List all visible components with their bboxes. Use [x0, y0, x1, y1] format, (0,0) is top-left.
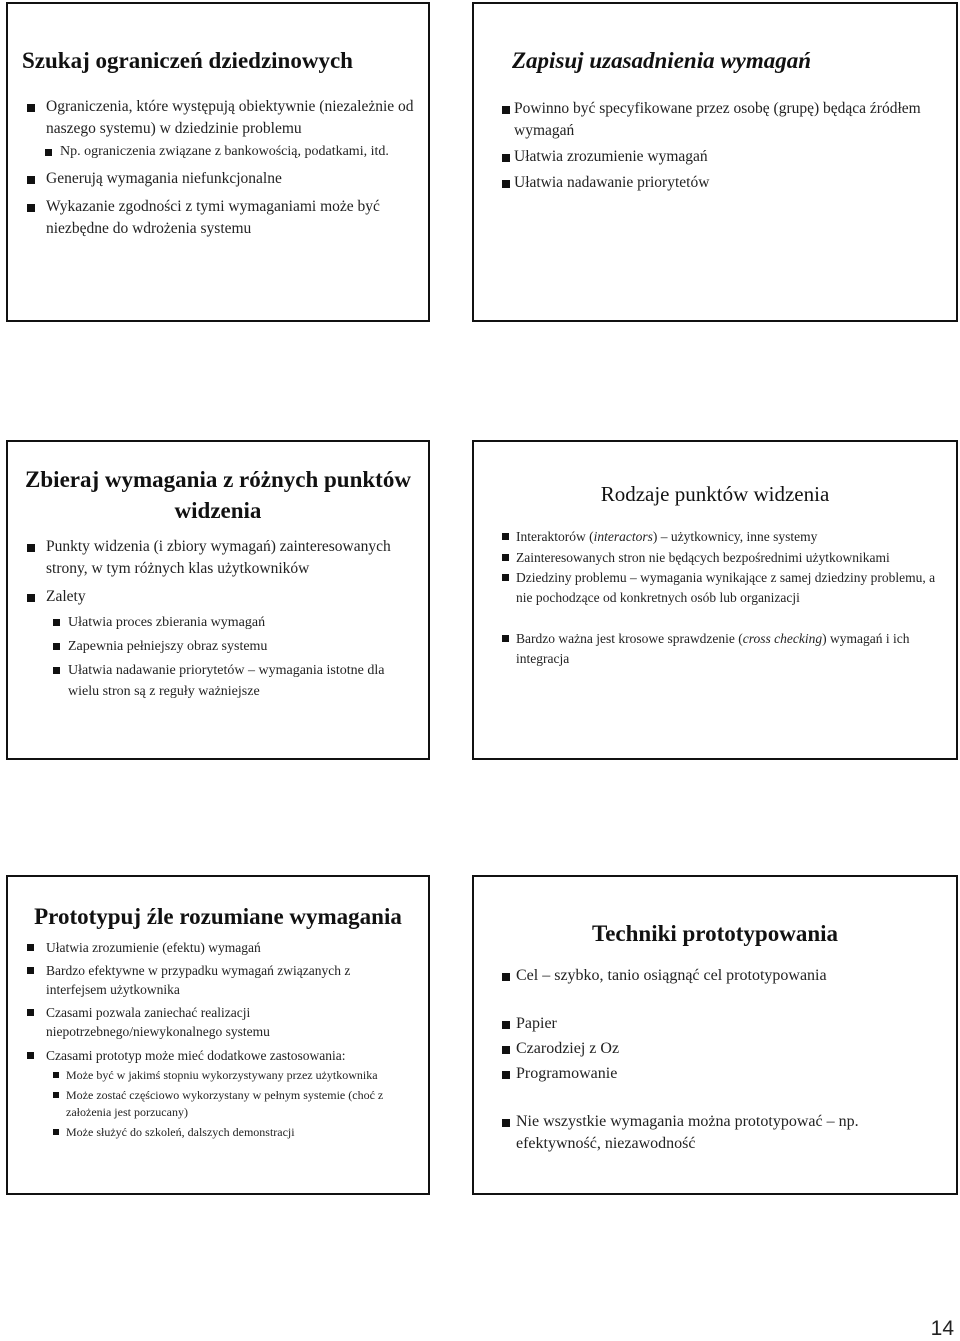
square-bullet-icon: [53, 1092, 59, 1098]
list-item: [488, 629, 942, 668]
list-item-text: Wykazanie zgodności z tymi wymaganiami może być niezbędne do wdrożenia systemu: [46, 198, 380, 237]
list-item: [488, 1111, 942, 1155]
list-item: [22, 938, 414, 958]
slide-domain-constraints: [6, 2, 430, 322]
list-item: [488, 146, 942, 168]
square-bullet-icon: [502, 1021, 510, 1029]
list-item-text: Ułatwia zrozumienie wymagań: [514, 148, 708, 165]
list-item: [488, 98, 942, 142]
bullet-list: [22, 938, 414, 1141]
list-item: [22, 586, 414, 608]
list-item: [22, 961, 414, 1000]
slide-viewpoints: [6, 440, 430, 760]
square-bullet-icon: [502, 106, 510, 114]
square-bullet-icon: [502, 554, 509, 561]
square-bullet-icon: [27, 967, 34, 974]
list-item-text: Powinno być specyfikowane przez osobę (grupę) będąca źródłem wymagań: [514, 100, 921, 139]
sub-list-item: [22, 660, 414, 702]
square-bullet-icon: [27, 944, 34, 951]
square-bullet-icon: [53, 643, 60, 650]
list-item-text: Ułatwia zrozumienie (efektu) wymagań: [46, 940, 261, 955]
bullet-list: [22, 536, 414, 702]
list-item-text: Czasami prototyp może mieć dodatkowe zastosowania:: [46, 1047, 346, 1063]
square-bullet-icon: [27, 594, 35, 602]
slide-title: Techniki prototypowania: [591, 921, 839, 946]
sub-list-item: [22, 1087, 414, 1121]
slide-prototyping: [6, 875, 430, 1195]
list-item: [22, 1046, 414, 1066]
list-item-text: Programowanie: [516, 1065, 618, 1082]
list-item: [488, 965, 942, 987]
list-item: [488, 568, 942, 607]
list-item-text: Cel – szybko, tanio osiągnąć cel prototypowania: [516, 967, 827, 984]
list-item-text: Zapewnia pełniejszy obraz systemu: [68, 639, 268, 654]
list-item-text: Może zostać częściowo wykorzystany w pełnym systemie (choć z założenia jest porzucany): [66, 1088, 384, 1119]
list-item-text: Np. ograniczenia związane z bankowością, podatkami, itd.: [60, 144, 389, 159]
bullet-list: [488, 98, 942, 194]
square-bullet-icon: [27, 176, 35, 184]
square-bullet-icon: [53, 619, 60, 626]
list-item: [22, 196, 414, 240]
list-item: [22, 168, 414, 190]
slide-title: Szukaj ograniczeń dziedzinowych: [22, 48, 353, 73]
list-item-emphasis: interactors: [593, 529, 653, 544]
square-bullet-icon: [502, 180, 510, 188]
list-item-text: Ułatwia nadawanie priorytetów – wymagania istotne dla wielu stron są z reguły ważniejsze: [68, 663, 385, 699]
list-item-text-before: Interaktorów (: [516, 529, 594, 544]
square-bullet-icon: [502, 1046, 510, 1054]
list-item: [22, 536, 414, 580]
square-bullet-icon: [53, 667, 60, 674]
square-bullet-icon: [502, 533, 509, 540]
list-item: [488, 172, 942, 194]
square-bullet-icon: [27, 204, 35, 212]
list-item-text: Dziedziny problemu – wymagania wynikające z samej dziedziny problemu, a nie pochodzące od konkretnych osób lub organizacji: [516, 570, 936, 605]
square-bullet-icon: [53, 1129, 59, 1135]
slide-requirement-rationale: [472, 2, 958, 322]
list-item-text: Bardzo efektywne w przypadku wymagań związanych z interfejsem użytkownika: [46, 962, 351, 997]
page-number: 14: [930, 1317, 954, 1340]
slide-title: Rodzaje punktów widzenia: [600, 482, 830, 506]
bullet-list: [22, 96, 414, 240]
slide-title: Zapisuj uzasadnienia wymagań: [512, 48, 812, 73]
slide-viewpoint-types: [472, 440, 958, 760]
sub-list-item: [22, 636, 414, 657]
list-item-text: Ograniczenia, które występują obiektywnie (niezależnie od naszego systemu) w dziedzinie problemu: [46, 98, 414, 137]
square-bullet-icon: [502, 154, 510, 162]
list-item-text: Ułatwia nadawanie priorytetów: [514, 174, 710, 191]
square-bullet-icon: [502, 973, 510, 981]
square-bullet-icon: [502, 1119, 510, 1127]
sub-list-item: [22, 1067, 414, 1084]
square-bullet-icon: [45, 149, 52, 156]
list-item-text: Nie wszystkie wymagania można prototypować – np. efektywność, niezawodność: [516, 1113, 859, 1152]
list-item: [488, 1038, 942, 1060]
list-item-text: Ułatwia proces zbierania wymagań: [68, 615, 266, 630]
square-bullet-icon: [502, 1071, 510, 1079]
list-item: [22, 96, 414, 140]
sub-list-item: [22, 142, 414, 162]
list-item-text-after: ) – użytkownicy, inne systemy: [652, 529, 818, 544]
square-bullet-icon: [502, 635, 509, 642]
list-item-text: Czasami pozwala zaniechać realizacji niepotrzebnego/niewykonalnego systemu: [46, 1004, 270, 1039]
list-item-emphasis: cross checking: [742, 631, 823, 646]
slide-title: Prototypuj źle rozumiane wymagania: [34, 904, 402, 929]
list-item-text: Może być w jakimś stopniu wykorzystywany przez użytkownika: [66, 1068, 378, 1082]
slide-title: Zbieraj wymagania z różnych punktów widzenia: [25, 467, 411, 523]
square-bullet-icon: [27, 1009, 34, 1016]
list-item: [488, 527, 942, 547]
slide-prototyping-techniques: [472, 875, 958, 1195]
list-item: [488, 1013, 942, 1035]
list-item-text: Czarodziej z Oz: [516, 1040, 620, 1057]
list-item-text-before: Bardzo ważna jest krosowe sprawdzenie (: [516, 631, 743, 646]
list-item-text: Zalety: [46, 588, 86, 605]
bullet-list: [488, 965, 942, 1155]
square-bullet-icon: [502, 574, 509, 581]
list-item-text: Punkty widzenia (i zbiory wymagań) zainteresowanych strony, w tym różnych klas użytkowników: [46, 538, 391, 577]
list-item-text: Generują wymagania niefunkcjonalne: [46, 170, 282, 187]
list-item: [488, 1063, 942, 1085]
square-bullet-icon: [27, 544, 35, 552]
square-bullet-icon: [27, 1052, 34, 1059]
list-item-text: Może służyć do szkoleń, dalszych demonstracji: [66, 1125, 295, 1139]
bullet-list: [488, 527, 942, 668]
list-item: [488, 548, 942, 568]
list-item-text: Zainteresowanych stron nie będących bezpośrednimi użytkownikami: [516, 549, 890, 565]
square-bullet-icon: [27, 104, 35, 112]
square-bullet-icon: [53, 1072, 59, 1078]
list-item-text-after: ) wymagań i ich integracja: [516, 631, 910, 666]
list-item: [22, 1003, 414, 1042]
list-item-text: Papier: [516, 1015, 557, 1032]
sub-list-item: [22, 612, 414, 633]
sub-list-item: [22, 1124, 414, 1141]
